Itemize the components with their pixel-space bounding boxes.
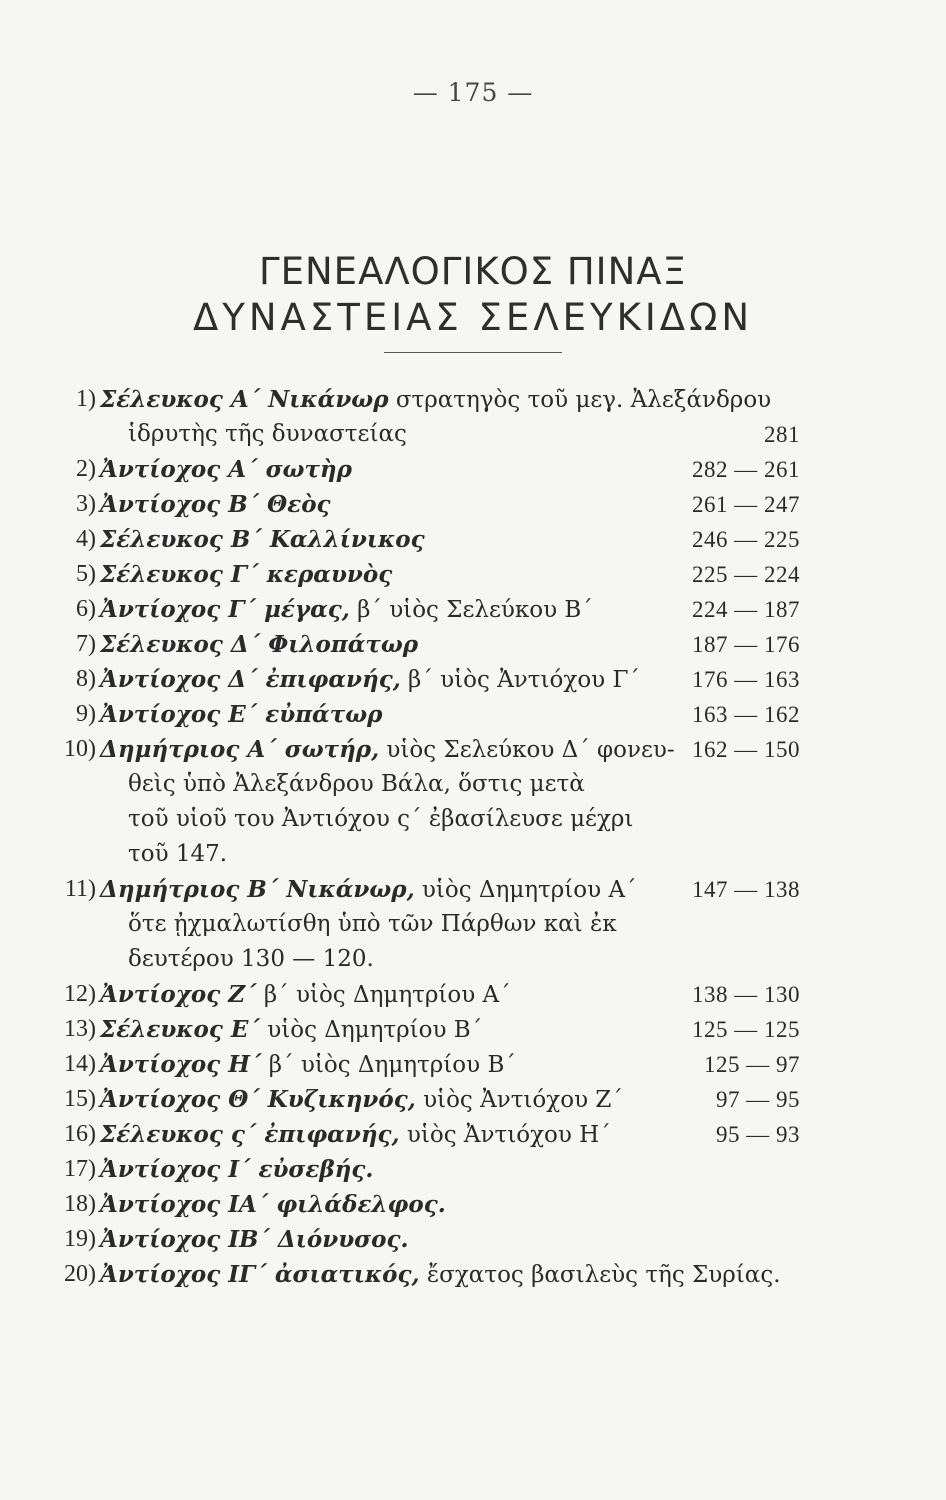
list-item (0, 732, 946, 872)
entry-number: 4) (76, 526, 96, 552)
ruler-description: ἔσχατος βασιλεὺς τῆς Συρίας. (426, 1262, 781, 1288)
entry-line (0, 697, 946, 732)
entry-text (100, 487, 331, 523)
list-item (0, 1222, 946, 1257)
reign-years: 97 — 95 (716, 1087, 800, 1112)
reign-years: 225 — 224 (692, 562, 800, 587)
entry-continuation-text: θεὶς ὑπὸ Ἀλεξάνδρου Βάλα, ὅστις μετὰ (128, 771, 585, 797)
page-title-line-2: ΔΥΝΑΣΤΕΙΑΣ ΣΕΛΕΥΚΙΔΩΝ (192, 296, 754, 339)
entry-number: 14) (64, 1051, 96, 1077)
entry-number: 20) (64, 1261, 96, 1287)
entry-number: 8) (76, 666, 96, 692)
list-item (0, 627, 946, 662)
ruler-name: Σέλευκος Β΄ Καλλίνικος (100, 526, 425, 553)
entry-continuation-text: ἱδρυτὴς τῆς δυναστείας (128, 421, 407, 447)
ruler-name: Σέλευκος Δ΄ Φιλοπάτωρ (100, 631, 419, 658)
entry-text (100, 1012, 482, 1048)
entry-line (0, 382, 946, 417)
entry-line (0, 1152, 946, 1187)
ruler-name: Ἀντίοχος Δ΄ ἐπιφανής, (100, 666, 401, 693)
list-item (0, 1152, 946, 1187)
entry-line (0, 1257, 946, 1292)
entry-text (100, 1257, 781, 1293)
ruler-name: Ἀντίοχος Ζ΄ (100, 981, 257, 1008)
entry-text (100, 872, 637, 908)
ruler-description: β΄ υἱὸς Ἀντιόχου Γ΄ (408, 667, 640, 693)
entry-number: 9) (76, 701, 96, 727)
ruler-description: β΄ υἱὸς Σελεύκου Β΄ (357, 597, 593, 623)
entry-text (100, 382, 771, 418)
entry-line (0, 872, 946, 907)
list-item (0, 1117, 946, 1152)
entry-line (0, 1012, 946, 1047)
page-number: — 175 — (412, 78, 534, 107)
entry-text (100, 1222, 408, 1258)
reign-years: 125 — 125 (692, 1017, 800, 1042)
entry-continuation-line (0, 417, 946, 452)
reign-years: 187 — 176 (692, 632, 800, 657)
list-item (0, 872, 946, 977)
entry-number: 17) (64, 1156, 96, 1182)
ruler-description: β΄ υἱὸς Δημητρίου Β΄ (268, 1052, 516, 1078)
entry-line (0, 662, 946, 697)
list-item (0, 592, 946, 627)
entry-line (0, 1187, 946, 1222)
entry-text (100, 732, 675, 768)
ruler-description: υἱὸς Σελεύκου Δ΄ φονευ- (386, 737, 675, 763)
ruler-name: Ἀντίοχος Ι΄ εὐσεβής. (100, 1156, 374, 1183)
ruler-name: Σέλευκος ς΄ ἐπιφανής, (100, 1121, 400, 1148)
list-item (0, 452, 946, 487)
entry-number: 2) (76, 456, 96, 482)
list-item (0, 1082, 946, 1117)
reign-years: 147 — 138 (692, 877, 800, 902)
entry-continuation-line (0, 837, 946, 872)
list-item (0, 522, 946, 557)
entry-number: 5) (76, 561, 96, 587)
ruler-description: στρατηγὸς τοῦ μεγ. Ἀλεξάνδρου (395, 387, 772, 413)
entry-continuation-line (0, 907, 946, 942)
ruler-description: υἱὸς Ἀντιόχου Ζ΄ (423, 1087, 623, 1113)
reign-years: 163 — 162 (692, 702, 800, 727)
entry-text (100, 557, 392, 593)
entry-line (0, 487, 946, 522)
reign-years: 95 — 93 (716, 1122, 800, 1147)
reign-years: 281 (764, 422, 800, 447)
list-item (0, 557, 946, 592)
entry-continuation-text: δευτέρου 130 — 120. (128, 946, 374, 972)
list-item (0, 1012, 946, 1047)
reign-years: 138 — 130 (692, 982, 800, 1007)
entry-text (100, 1082, 623, 1118)
reign-years: 282 — 261 (692, 457, 800, 482)
entry-continuation-text: τοῦ 147. (128, 841, 228, 867)
ruler-name: Ἀντίοχος Α΄ σωτὴρ (100, 456, 352, 483)
entry-number: 11) (64, 876, 96, 902)
reign-years: 176 — 163 (692, 667, 800, 692)
ruler-name: Ἀντίοχος ΙΑ΄ φιλάδελφος. (100, 1191, 446, 1218)
entry-number: 10) (64, 736, 96, 762)
entry-line (0, 452, 946, 487)
entry-number: 12) (64, 981, 96, 1007)
entry-text (100, 1047, 516, 1083)
entry-number: 15) (64, 1086, 96, 1112)
entry-number: 18) (64, 1191, 96, 1217)
entry-line (0, 627, 946, 662)
entry-continuation-text: τοῦ υἱοῦ του Ἀντιόχου ς΄ ἐβασίλευσε μέχρι (128, 806, 634, 832)
entry-number: 13) (64, 1016, 96, 1042)
ruler-name: Σέλευκος Α΄ Νικάνωρ (100, 386, 389, 413)
reign-years: 162 — 150 (692, 737, 800, 762)
entry-text (100, 627, 418, 663)
entry-text (100, 1117, 611, 1153)
list-item (0, 662, 946, 697)
entry-number: 19) (64, 1226, 96, 1252)
entry-line (0, 1047, 946, 1082)
ruler-name: Ἀντίοχος Θ΄ Κυζικηνός, (100, 1086, 416, 1113)
entry-continuation-text: ὅτε ᾐχμαλωτίσθη ὑπὸ τῶν Πάρθων καὶ ἐκ (128, 911, 617, 937)
entry-line (0, 1117, 946, 1152)
entry-text (100, 977, 511, 1013)
list-item (0, 487, 946, 522)
entry-line (0, 592, 946, 627)
entry-line (0, 1222, 946, 1257)
entry-text (100, 592, 593, 628)
reign-years: 261 — 247 (692, 492, 800, 517)
reign-years: 246 — 225 (692, 527, 800, 552)
entry-text (100, 662, 640, 698)
ruler-name: Ἀντίοχος ΙΒ΄ Διόνυσος. (100, 1226, 409, 1253)
entry-text (100, 452, 352, 488)
ruler-name: Ἀντίοχος Γ΄ μέγας, (100, 596, 350, 623)
entry-continuation-line (0, 767, 946, 802)
entry-number: 3) (76, 491, 96, 517)
ruler-name: Ἀντίοχος Η΄ (100, 1051, 262, 1078)
ruler-name: Δημήτριος Α΄ σωτήρ, (100, 736, 380, 763)
reign-years: 125 — 97 (704, 1052, 800, 1077)
entry-line (0, 557, 946, 592)
entry-number: 16) (64, 1121, 96, 1147)
reign-years: 224 — 187 (692, 597, 800, 622)
entry-number: 7) (76, 631, 96, 657)
ruler-description: υἱὸς Δημητρίου Α΄ (421, 877, 637, 903)
list-item (0, 1047, 946, 1082)
entry-line (0, 522, 946, 557)
entry-line (0, 977, 946, 1012)
entry-number: 1) (76, 386, 96, 412)
title-divider (384, 352, 562, 353)
genealogy-list (0, 382, 946, 1292)
list-item (0, 1257, 946, 1292)
list-item (0, 382, 946, 452)
entry-text (100, 522, 425, 558)
entry-continuation-line (0, 942, 946, 977)
list-item (0, 697, 946, 732)
entry-text (100, 1152, 373, 1188)
list-item (0, 1187, 946, 1222)
ruler-description: υἱὸς Δημητρίου Β΄ (267, 1017, 483, 1043)
ruler-name: Δημήτριος Β΄ Νικάνωρ, (100, 876, 415, 903)
ruler-name: Ἀντίοχος Β΄ Θεὸς (100, 491, 331, 518)
entry-number: 6) (76, 596, 96, 622)
entry-text (100, 697, 382, 733)
page-title-line-1: ΓΕΝΕΑΛΟΓΙΚΟΣ ΠΙΝΑΞ (259, 250, 687, 293)
ruler-description: υἱὸς Ἀντιόχου Η΄ (406, 1122, 611, 1148)
ruler-name: Σέλευκος Γ΄ κεραυνὸς (100, 561, 393, 588)
entry-text (100, 1187, 446, 1223)
entry-continuation-line (0, 802, 946, 837)
ruler-name: Ἀντίοχος ΙΓ΄ ἀσιατικός, (100, 1261, 420, 1288)
ruler-name: Ἀντίοχος Ε΄ εὐπάτωρ (100, 701, 383, 728)
list-item (0, 977, 946, 1012)
ruler-name: Σέλευκος Ε΄ (100, 1016, 260, 1043)
ruler-description: β΄ υἱὸς Δημητρίου Α΄ (263, 982, 511, 1008)
entry-line (0, 1082, 946, 1117)
entry-line (0, 732, 946, 767)
